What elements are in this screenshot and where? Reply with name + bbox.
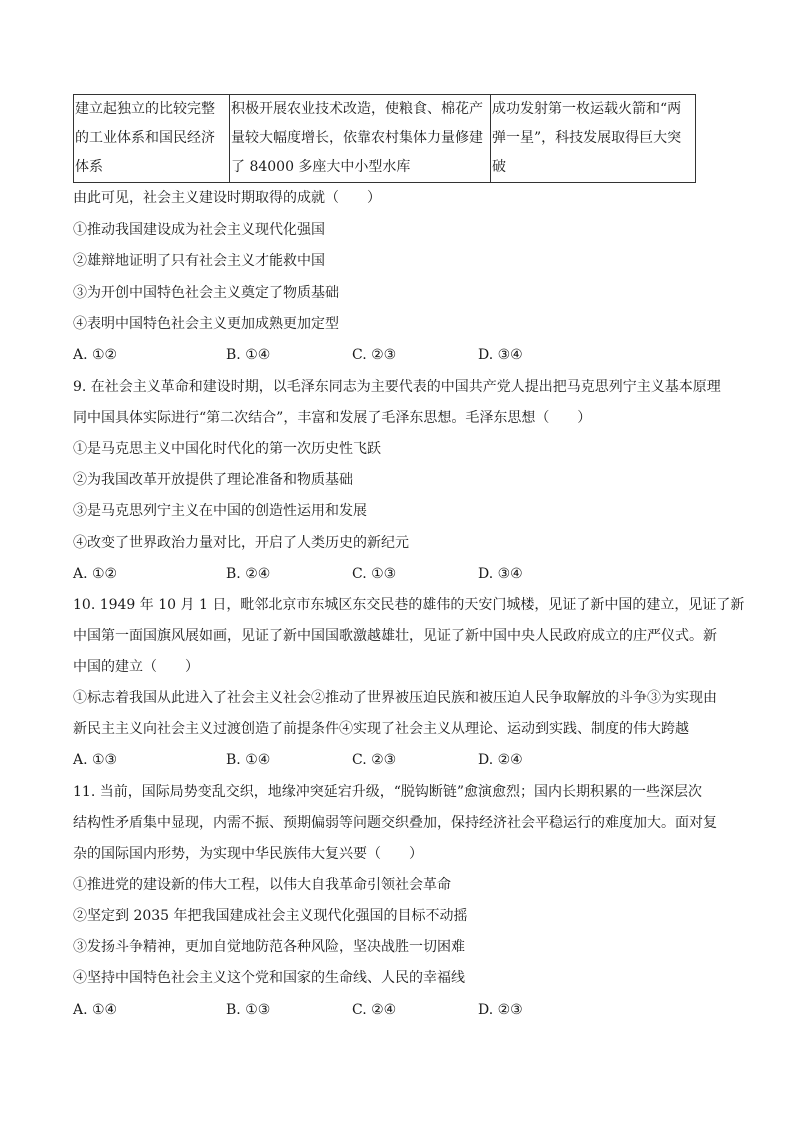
q10-option-d[interactable]: D. ②④ <box>478 752 523 768</box>
q8-item-2: ②雄辩地证明了只有社会主义才能救中国 <box>73 253 325 269</box>
q10-stem-line-2: 中国第一面国旗风展如画，见证了新中国国歌激越雄壮，见证了新中国中央人民政府成立的庄严仪式。新 <box>73 628 717 644</box>
table-cell-agriculture: 积极开展农业技术改造，使粮食、棉花产量较大幅度增长，依靠农村集体力量修建了 84000 多座大中小型水库 <box>230 95 491 183</box>
q11-option-c[interactable]: C. ②④ <box>352 1002 397 1018</box>
q8-option-b[interactable]: B. ①④ <box>226 347 271 363</box>
q11-option-d[interactable]: D. ②③ <box>478 1002 523 1018</box>
q8-option-a[interactable]: A. ①② <box>73 347 118 363</box>
q11-stem-line-2: 结构性矛盾集中显现，内需不振、预期偏弱等问题交织叠加，保持经济社会平稳运行的难度加大。面对复 <box>73 815 717 831</box>
q8-option-c[interactable]: C. ②③ <box>352 347 397 363</box>
q9-item-2: ②为我国改革开放提供了理论准备和物质基础 <box>73 472 353 488</box>
q9-item-1: ①是马克思主义中国化时代化的第一次历史性飞跃 <box>73 441 381 457</box>
q8-item-1: ①推动我国建设成为社会主义现代化强国 <box>73 222 325 238</box>
q11-item-4: ④坚持中国特色社会主义这个党和国家的生命线、人民的幸福线 <box>73 970 465 986</box>
q10-items-line-2: 新民主主义向社会主义过渡创造了前提条件④实现了社会主义从理论、运动到实践、制度的伟大跨越 <box>73 721 689 737</box>
q11-stem-line-1: 11. 当前，国际局势变乱交织，地缘冲突延宕升级，“脱钩断链”愈演愈烈；国内长期积累的一些深层次 <box>73 784 703 800</box>
q8-item-3: ③为开创中国特色社会主义奠定了物质基础 <box>73 285 339 301</box>
q9-stem-line-2: 同中国具体实际进行“第二次结合”，丰富和发展了毛泽东思想。毛泽东思想（ ） <box>73 410 592 426</box>
q8-options <box>73 346 673 364</box>
q10-stem-line-1: 10. 1949 年 10 月 1 日，毗邻北京市东城区东交民巷的雄伟的天安门城楼，见证了新中国的建立，见证了新 <box>73 597 745 613</box>
q10-stem-line-3: 中国的建立（ ） <box>73 659 199 675</box>
q8-option-d[interactable]: D. ③④ <box>478 347 523 363</box>
q11-item-3: ③发扬斗争精神，更加自觉地防范各种风险，坚决战胜一切困难 <box>73 939 465 955</box>
table-row <box>74 95 696 183</box>
q8-stem: 由此可见，社会主义建设时期取得的成就（ ） <box>73 190 381 206</box>
q9-stem-line-1: 9. 在社会主义革命和建设时期，以毛泽东同志为主要代表的中国共产党人提出把马克思列宁主义基本原理 <box>73 379 721 395</box>
q10-option-b[interactable]: B. ①④ <box>226 752 271 768</box>
q8-item-4: ④表明中国特色社会主义更加成熟更加定型 <box>73 316 339 332</box>
q9-option-a[interactable]: A. ①② <box>73 566 118 582</box>
q10-option-c[interactable]: C. ②③ <box>352 752 397 768</box>
q11-option-b[interactable]: B. ①③ <box>226 1002 271 1018</box>
q9-option-b[interactable]: B. ②④ <box>226 566 271 582</box>
q9-item-4: ④改变了世界政治力量对比，开启了人类历史的新纪元 <box>73 535 409 551</box>
table-cell-technology: 成功发射第一枚运载火箭和“两弹一星”，科技发展取得巨大突破 <box>491 95 696 183</box>
q9-options <box>73 565 673 583</box>
q10-option-a[interactable]: A. ①③ <box>73 752 118 768</box>
q11-stem-line-3: 杂的国际国内形势，为实现中华民族伟大复兴要（ ） <box>73 846 423 862</box>
table-cell-industry: 建立起独立的比较完整的工业体系和国民经济体系 <box>74 95 230 183</box>
achievements-table <box>73 94 696 183</box>
q11-options <box>73 1001 673 1019</box>
q9-option-d[interactable]: D. ③④ <box>478 566 523 582</box>
q9-item-3: ③是马克思列宁主义在中国的创造性运用和发展 <box>73 503 367 519</box>
q11-item-2: ②坚定到 2035 年把我国建成社会主义现代化强国的目标不动摇 <box>73 908 468 924</box>
q11-option-a[interactable]: A. ①④ <box>73 1002 118 1018</box>
q10-options <box>73 751 673 769</box>
q11-item-1: ①推进党的建设新的伟大工程，以伟大自我革命引领社会革命 <box>73 877 451 893</box>
q10-items-line-1: ①标志着我国从此进入了社会主义社会②推动了世界被压迫民族和被压迫人民争取解放的斗争③为实现由 <box>73 690 717 706</box>
q9-option-c[interactable]: C. ①③ <box>352 566 397 582</box>
